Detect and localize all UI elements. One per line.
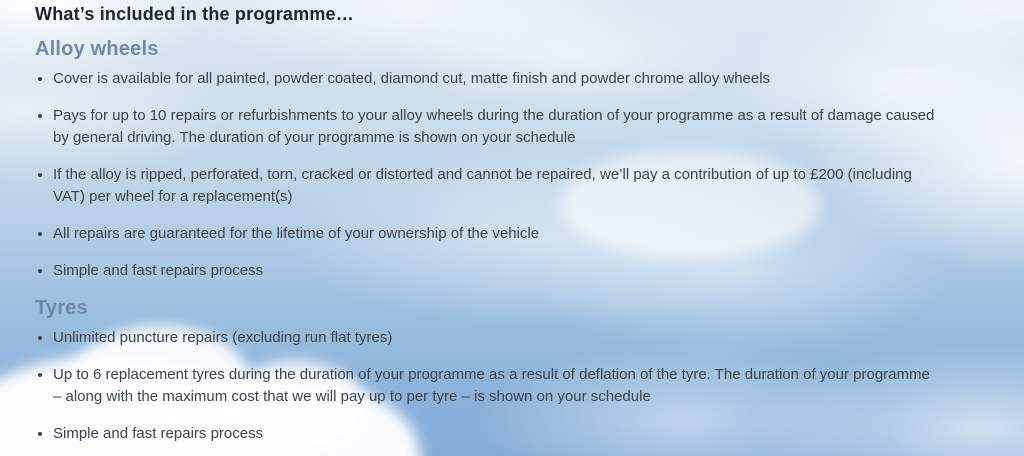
tyres-bullet-1: • Unlimited puncture repairs (excluding run flat tyres)	[53, 327, 940, 349]
section-heading-tyres: Tyres	[35, 297, 88, 319]
alloy-wheels-bullet-5: • Simple and fast repairs process	[53, 260, 940, 282]
section-tyres	[35, 297, 940, 445]
alloy-wheels-bullet-list	[35, 68, 940, 282]
alloy-wheels-bullet-1: • Cover is available for all painted, powder coated, diamond cut, matte finish and powder chrome alloy wheels	[53, 68, 940, 90]
tyres-bullet-list	[35, 327, 940, 445]
alloy-wheels-bullet-2: • Pays for up to 10 repairs or refurbishments to your alloy wheels during the duration of your programme as a result of damage caused by general driving. The duration of your programme is shown on your schedule	[53, 105, 940, 149]
section-alloy-wheels	[35, 38, 940, 282]
tyres-bullet-3: • Simple and fast repairs process	[53, 423, 940, 445]
alloy-wheels-bullet-4: • All repairs are guaranteed for the lifetime of your ownership of the vehicle	[53, 223, 940, 245]
tyres-bullet-2: • Up to 6 replacement tyres during the duration of your programme as a result of deflation of the tyre. The duration of your programme – along with the maximum cost that we will pay up to per tyre – is shown on your schedule	[53, 364, 940, 408]
section-heading-alloy-wheels: Alloy wheels	[35, 38, 159, 60]
alloy-wheels-bullet-3: • If the alloy is ripped, perforated, torn, cracked or distorted and cannot be repaired, we’ll pay a contribution of up to £200 (including VAT) per wheel for a replacement(s)	[53, 164, 940, 208]
page-title: What’s included in the programme…	[35, 4, 354, 24]
